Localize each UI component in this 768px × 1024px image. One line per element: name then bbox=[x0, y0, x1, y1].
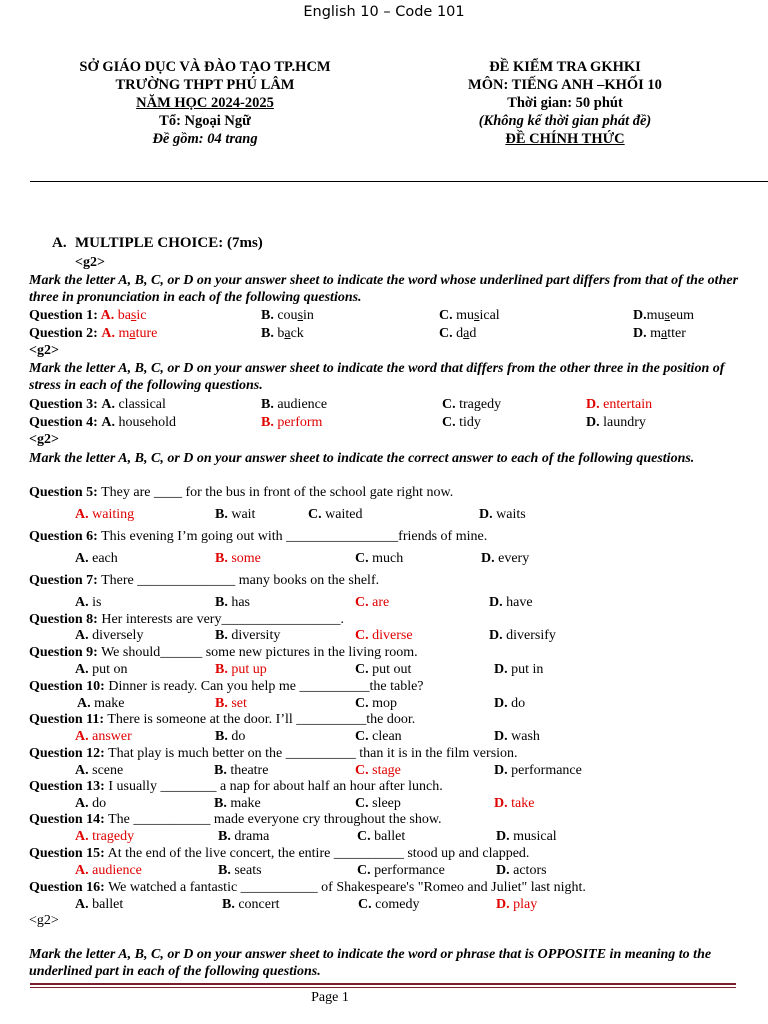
option-text: are bbox=[372, 595, 390, 610]
official-label: ĐỀ CHÍNH THỨC bbox=[505, 131, 625, 147]
option-text: put up bbox=[231, 662, 267, 677]
section-a-title: MULTIPLE CHOICE: (7ms) bbox=[75, 235, 263, 251]
instruction-opposite: Mark the letter A, B, C, or D on your answer sheet to indicate the word or phrase that is OPPOSITE in meaning to the underlined part in each of the following questions. bbox=[29, 947, 712, 979]
option-text: performance bbox=[511, 763, 582, 778]
option-a-answer: A. waiting bbox=[75, 507, 135, 522]
option-text: has bbox=[231, 595, 251, 610]
option-text: diversely bbox=[92, 628, 144, 643]
option-text: seats bbox=[234, 863, 262, 878]
question-1: Question 1: A. basic bbox=[29, 308, 147, 323]
question-stem: We watched a fantastic ___________ of Shakespeare's "Romeo and Juliet" last night. bbox=[108, 880, 586, 895]
option-text: answer bbox=[92, 729, 132, 744]
option-c: C. ballet bbox=[357, 829, 406, 844]
option-b: B. back bbox=[261, 326, 304, 341]
question-16 bbox=[29, 879, 586, 896]
question-13 bbox=[29, 778, 443, 795]
option-d: D. wash bbox=[494, 729, 540, 744]
option-text: much bbox=[372, 551, 404, 566]
option-text: diversify bbox=[506, 628, 556, 643]
option-a: A. is bbox=[75, 595, 102, 610]
question-stem: They are ____ for the bus in front of the school gate right now. bbox=[101, 485, 454, 500]
header-left bbox=[30, 58, 380, 148]
question-stem: At the end of the live concert, the entire __________ stood up and clapped. bbox=[107, 846, 530, 861]
question-stem: Dinner is ready. Can you help me __________the table? bbox=[108, 679, 424, 694]
option-b-answer: B. put up bbox=[215, 662, 267, 677]
option-text: laundry bbox=[603, 415, 646, 430]
question-stem: There ______________ many books on the shelf. bbox=[101, 573, 380, 588]
option-c: C. sleep bbox=[355, 796, 401, 811]
option-text: audience bbox=[277, 397, 328, 412]
option-b: B. cousin bbox=[261, 308, 314, 323]
option-d: D. have bbox=[489, 595, 533, 610]
option-text: tragedy bbox=[92, 829, 135, 844]
group-tag: <g2> bbox=[29, 343, 59, 358]
option-d: D. actors bbox=[496, 863, 547, 878]
question-4: Question 4: A. household bbox=[29, 415, 177, 430]
question-label: Question 5: bbox=[29, 485, 98, 500]
instruction-stress: Mark the letter A, B, C, or D on your answer sheet to indicate the word that differs from the other three in the position of stress in each of the following questions. bbox=[29, 361, 725, 393]
question-2: Question 2: A. mature bbox=[29, 326, 158, 341]
option-c: C. tidy bbox=[442, 415, 481, 430]
question-label: Question 16: bbox=[29, 880, 105, 895]
option-a: A. put on bbox=[75, 662, 128, 677]
option-text: perform bbox=[277, 415, 323, 430]
question-9 bbox=[29, 644, 418, 661]
option-text: is bbox=[92, 595, 102, 610]
option-a: A. diversely bbox=[75, 628, 144, 643]
option-text: put in bbox=[511, 662, 544, 677]
option-d: D. matter bbox=[633, 326, 686, 341]
exam-subject: MÔN: TIẾNG ANH –KHỐI 10 bbox=[468, 77, 662, 93]
option-text: put out bbox=[372, 662, 412, 677]
question-label: Question 1 bbox=[29, 308, 94, 323]
option-text: waits bbox=[496, 507, 526, 522]
option-text: wash bbox=[511, 729, 540, 744]
question-label: Question 7: bbox=[29, 573, 98, 588]
option-a: A. ballet bbox=[75, 897, 124, 912]
question-label: Question 4: bbox=[29, 415, 98, 430]
option-text: waiting bbox=[92, 507, 135, 522]
option-text: theatre bbox=[230, 763, 269, 778]
option-c: C. clean bbox=[355, 729, 402, 744]
option-text: audience bbox=[92, 863, 142, 878]
option-b: B. seats bbox=[218, 863, 262, 878]
question-stem: The ___________ made everyone cry throughout the show. bbox=[108, 812, 442, 827]
question-label: Question 3: bbox=[29, 397, 98, 412]
option-b: B. diversity bbox=[215, 628, 281, 643]
option-b-answer: B. some bbox=[215, 551, 261, 566]
question-label: Question 10: bbox=[29, 679, 105, 694]
option-text: every bbox=[498, 551, 530, 566]
option-text: stage bbox=[372, 763, 401, 778]
question-stem: That play is much better on the __________ than it is in the film version. bbox=[108, 746, 518, 761]
option-text: mop bbox=[372, 696, 398, 711]
option-b: B. do bbox=[215, 729, 246, 744]
group-tag: <g2> bbox=[29, 913, 59, 928]
option-b-answer: B. set bbox=[215, 696, 247, 711]
option-a: A. do bbox=[75, 796, 107, 811]
option-text: each bbox=[92, 551, 118, 566]
question-14 bbox=[29, 811, 442, 828]
school-year: NĂM HỌC 2024-2025 bbox=[136, 95, 274, 111]
exam-duration: Thời gian: 50 phút bbox=[507, 95, 623, 111]
footer-rule-thin bbox=[30, 987, 736, 988]
document-title: English 10 – Code 101 bbox=[303, 4, 465, 20]
option-text: do bbox=[231, 729, 246, 744]
option-a-answer: A. audience bbox=[75, 863, 142, 878]
page-count: Đề gồm: 04 trang bbox=[152, 131, 258, 147]
option-text: concert bbox=[238, 897, 280, 912]
option-b: B. make bbox=[214, 796, 261, 811]
option-d: D. laundry bbox=[586, 415, 646, 430]
option-text: tragedy bbox=[459, 397, 502, 412]
option-c: C. performance bbox=[357, 863, 445, 878]
question-label: Question 14: bbox=[29, 812, 105, 827]
option-c-answer: C. stage bbox=[355, 763, 401, 778]
option-b: B. wait bbox=[215, 507, 256, 522]
question-8 bbox=[29, 611, 344, 628]
option-b: B. has bbox=[215, 595, 251, 610]
question-label: Question 9: bbox=[29, 645, 98, 660]
option-d-answer: D. take bbox=[494, 796, 535, 811]
department-group: Tổ: Ngoại Ngữ bbox=[159, 113, 251, 129]
page-number: Page 1 bbox=[311, 990, 349, 1005]
option-text: household bbox=[118, 415, 177, 430]
question-5 bbox=[29, 484, 453, 501]
option-d: D. put in bbox=[494, 662, 544, 677]
question-label: Question 15: bbox=[29, 846, 105, 861]
instruction-correct: Mark the letter A, B, C, or D on your answer sheet to indicate the correct answer to each of the following questions. bbox=[29, 451, 695, 466]
option-b: B. theatre bbox=[214, 763, 269, 778]
option-b-answer: B. perform bbox=[261, 415, 323, 430]
question-6 bbox=[29, 528, 487, 545]
question-10 bbox=[29, 678, 424, 695]
question-label: Question 13: bbox=[29, 779, 105, 794]
group-tag: <g2> bbox=[75, 255, 105, 270]
option-b: B. audience bbox=[261, 397, 328, 412]
option-d: D. performance bbox=[494, 763, 582, 778]
option-text: diverse bbox=[372, 628, 413, 643]
option-c-answer: C. are bbox=[355, 595, 390, 610]
option-d: D. diversify bbox=[489, 628, 556, 643]
option-text: take bbox=[511, 796, 535, 811]
question-stem: Her interests are very_________________. bbox=[101, 612, 344, 627]
option-c: C. waited bbox=[308, 507, 363, 522]
option-text: musical bbox=[513, 829, 557, 844]
option-text: diversity bbox=[231, 628, 281, 643]
question-label: Question 2: bbox=[29, 326, 98, 341]
question-label: Question 8: bbox=[29, 612, 98, 627]
question-stem: This evening I’m going out with ________________friends of mine. bbox=[101, 529, 488, 544]
option-text: drama bbox=[234, 829, 270, 844]
option-a-answer: A. answer bbox=[75, 729, 132, 744]
option-c-answer: C. diverse bbox=[355, 628, 413, 643]
question-15 bbox=[29, 845, 529, 862]
option-text: entertain bbox=[603, 397, 653, 412]
option-text: ballet bbox=[374, 829, 406, 844]
option-d-answer: D. entertain bbox=[586, 397, 653, 412]
option-b: B. concert bbox=[222, 897, 280, 912]
option-c: C. tragedy bbox=[442, 397, 502, 412]
group-tag: <g2> bbox=[29, 432, 59, 447]
option-text: do bbox=[92, 796, 107, 811]
instruction-pronunciation: Mark the letter A, B, C, or D on your answer sheet to indicate the word whose underlined part differs from that of the other three in pronunciation in each of the following questions. bbox=[29, 273, 739, 305]
option-text: performance bbox=[374, 863, 445, 878]
option-text: put on bbox=[92, 662, 128, 677]
option-text: tidy bbox=[459, 415, 481, 430]
question-12 bbox=[29, 745, 518, 762]
header-divider bbox=[30, 181, 768, 182]
option-text: do bbox=[511, 696, 526, 711]
question-label: Question 11: bbox=[29, 712, 105, 727]
option-c: C. mop bbox=[355, 696, 398, 711]
option-text: set bbox=[231, 696, 247, 711]
department-name: SỞ GIÁO DỤC VÀ ĐÀO TẠO TP.HCM bbox=[79, 59, 331, 75]
section-a-label: A. bbox=[52, 235, 67, 251]
option-a: A. each bbox=[75, 551, 118, 566]
footer-rule bbox=[30, 983, 736, 985]
question-7 bbox=[29, 572, 379, 589]
option-d: D. every bbox=[481, 551, 530, 566]
option-text: play bbox=[513, 897, 538, 912]
header-right bbox=[405, 58, 725, 148]
option-text: scene bbox=[92, 763, 124, 778]
question-label: Question 6: bbox=[29, 529, 98, 544]
question-3: Question 3: A. classical bbox=[29, 397, 166, 412]
question-stem: I usually ________ a nap for about half an hour after lunch. bbox=[108, 779, 443, 794]
option-text: comedy bbox=[375, 897, 420, 912]
question-11 bbox=[29, 711, 415, 728]
option-a: A. make bbox=[77, 696, 125, 711]
option-d: D. do bbox=[494, 696, 526, 711]
option-text: make bbox=[94, 696, 125, 711]
question-label: Question 12: bbox=[29, 746, 105, 761]
question-stem: There is someone at the door. I’ll __________the door. bbox=[107, 712, 416, 727]
option-c: C. comedy bbox=[358, 897, 420, 912]
option-b: B. drama bbox=[218, 829, 270, 844]
option-text: wait bbox=[231, 507, 256, 522]
option-text: have bbox=[506, 595, 533, 610]
school-name: TRƯỜNG THPT PHÚ LÂM bbox=[115, 77, 295, 93]
option-a: A. scene bbox=[75, 763, 124, 778]
option-d: D.museum bbox=[633, 308, 695, 323]
option-c: C. much bbox=[355, 551, 404, 566]
option-d: D. musical bbox=[496, 829, 557, 844]
option-text: make bbox=[230, 796, 261, 811]
option-text: ballet bbox=[92, 897, 124, 912]
option-text: actors bbox=[513, 863, 547, 878]
option-c: C. dad bbox=[439, 326, 477, 341]
option-text: clean bbox=[372, 729, 402, 744]
option-d-answer: D. play bbox=[496, 897, 538, 912]
option-d: D. waits bbox=[479, 507, 526, 522]
exam-duration-note: (Không kể thời gian phát đề) bbox=[478, 113, 652, 129]
exam-title: ĐỀ KIỂM TRA GKHKI bbox=[489, 59, 641, 75]
option-text: some bbox=[231, 551, 261, 566]
option-a-answer: A. tragedy bbox=[75, 829, 135, 844]
option-text: sleep bbox=[372, 796, 401, 811]
question-stem: We should______ some new pictures in the living room. bbox=[101, 645, 418, 660]
option-text: waited bbox=[325, 507, 363, 522]
option-c: C. put out bbox=[355, 662, 412, 677]
option-c: C. musical bbox=[439, 308, 500, 323]
option-a-text: classical bbox=[118, 397, 166, 412]
